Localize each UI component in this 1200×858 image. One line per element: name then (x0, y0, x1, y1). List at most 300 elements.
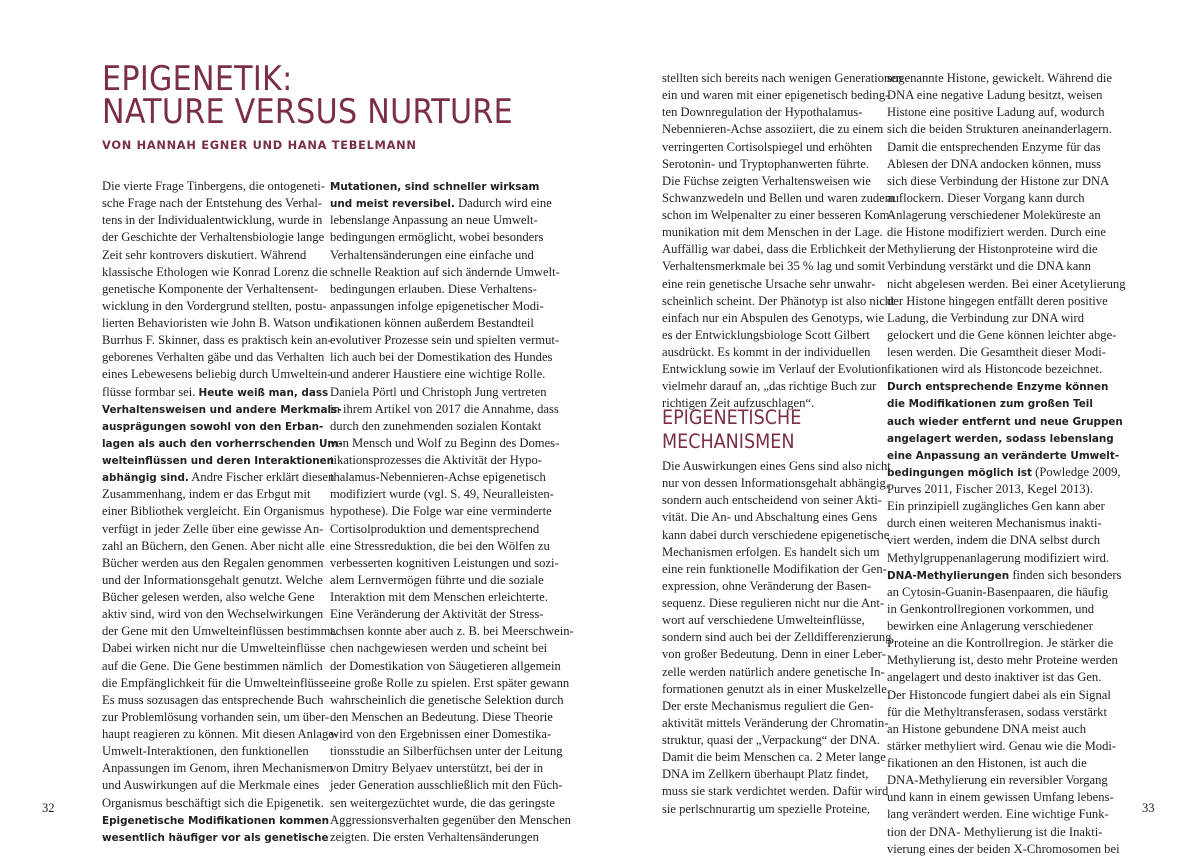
text-segment: Die Füchse zeigten Verhaltensweisen wie (662, 173, 871, 188)
text-line (102, 640, 344, 657)
text-segment: Der erste Mechanismus reguliert die Gen- (662, 698, 874, 713)
text-line (330, 503, 572, 520)
bold-text-segment: abhängig sind. (102, 472, 189, 485)
text-line (662, 578, 904, 595)
text-line (330, 521, 572, 538)
text-segment: an Histone gebundene DNA meist auch (887, 721, 1087, 736)
title-line-2: NATURE VERSUS NURTURE (102, 92, 513, 131)
text-segment: Burrhus F. Skinner, dass es praktisch kein an- (102, 333, 332, 348)
text-segment: chen nachgewiesen werden und scheint bei (330, 641, 548, 656)
text-segment: alem Lernvermögen führte und die soziale (330, 572, 544, 587)
text-line (887, 481, 1129, 498)
section-heading (662, 406, 801, 453)
text-line (102, 829, 344, 846)
text-segment: tionsstudie an Silberfüchsen unter der Leitung (330, 744, 563, 759)
text-segment: thalamus-Nebennieren-Achse epigenetisch (330, 470, 546, 485)
text-segment: sondern auch entscheidend von seiner Akti- (662, 493, 882, 508)
text-segment: in ihrem Artikel von 2017 die Annahme, dass (330, 401, 559, 416)
text-line (102, 264, 344, 281)
text-line (662, 766, 904, 783)
text-segment: tion der DNA- Methylierung ist die Inakti- (887, 824, 1103, 839)
text-line (102, 384, 344, 401)
text-segment: klassische Ethologen wie Konrad Lorenz die (102, 264, 328, 279)
text-column-3-bottom (662, 458, 904, 818)
text-segment: zahl an Büchern, den Genen. Aber nicht alle (102, 538, 325, 553)
text-line (887, 618, 1129, 635)
text-segment: und kann in einem gewissen Umfang lebens- (887, 790, 1114, 805)
text-column-4 (887, 70, 1129, 858)
text-line (330, 675, 572, 692)
text-segment: aktivität mittels Veränderung der Chromatin- (662, 715, 889, 730)
text-line (102, 247, 344, 264)
text-line (887, 687, 1129, 704)
text-line (887, 293, 1129, 310)
text-line (330, 469, 572, 486)
text-segment: eine Stressreduktion, die bei den Wölfen zu (330, 538, 550, 553)
article-title (102, 59, 513, 131)
text-line (102, 212, 344, 229)
text-line (887, 104, 1129, 121)
text-segment: muss sie stark verdichtet werden. Dafür wird (662, 784, 889, 799)
text-line (662, 612, 904, 629)
text-line (887, 327, 1129, 344)
text-line (662, 344, 904, 361)
text-line (887, 601, 1129, 618)
text-segment: Ablesen der DNA andocken können, muss (887, 156, 1102, 171)
text-line (102, 795, 344, 812)
text-line (662, 527, 904, 544)
text-line (330, 795, 572, 812)
text-segment: Dadurch wird eine (454, 196, 552, 211)
text-segment: sie perlschnurartig um spezielle Proteine, (662, 801, 871, 816)
text-line (102, 281, 344, 298)
text-segment: in Genkontrollregionen vorkommen, und (887, 601, 1095, 616)
text-line (662, 121, 904, 138)
text-line (887, 344, 1129, 361)
text-segment: modifiziert wurde (vgl. S. 49, Neuralleisten- (330, 487, 554, 502)
text-segment: zelle werden natürlich andere genetische In- (662, 664, 885, 679)
text-line (662, 544, 904, 561)
text-segment: Ladung, die Verbindung zur DNA wird (887, 310, 1085, 325)
text-segment: eines Lebewesens beliebig durch Umweltein- (102, 367, 332, 382)
text-line (330, 658, 572, 675)
text-line (662, 207, 904, 224)
text-segment: Anlagerung verschiedener Moleküreste an (887, 208, 1101, 222)
text-segment: sche Frage nach der Entstehung des Verhal- (102, 196, 323, 211)
text-segment: Damit die beim Menschen ca. 2 Meter lange (662, 750, 886, 765)
text-segment: kann dabei durch verschiedene epigenetische (662, 527, 890, 542)
text-line (330, 435, 572, 452)
text-line (662, 595, 904, 612)
text-line (887, 139, 1129, 156)
text-segment: der Histone hingegen entfällt deren positive (887, 293, 1108, 308)
text-segment: Auffällig war dabei, dass die Erblichkeit der (662, 242, 886, 257)
article-authors: VON HANNAH EGNER UND HANA TEBELMANN (102, 138, 417, 152)
text-line (887, 806, 1129, 823)
text-segment: tikationsprozesses die Aktivität der Hypo- (330, 453, 542, 467)
text-segment: einer Bibliothek vergleicht. Ein Organismus (102, 504, 325, 519)
text-line (102, 486, 344, 503)
text-line (330, 178, 572, 195)
text-line (102, 229, 344, 246)
text-line (330, 384, 572, 401)
text-line (662, 646, 904, 663)
text-segment: wort auf verschiedene Umwelteinflüsse, (662, 613, 865, 628)
text-line (887, 413, 1129, 430)
text-line (662, 276, 904, 293)
text-segment: Dabei wirken nicht nur die Umwelteinflüsse (102, 641, 326, 656)
text-segment: Die Auswirkungen eines Gens sind also nicht (662, 459, 891, 473)
text-line (330, 538, 572, 555)
text-segment: geborenes Verhalten gäbe und das Verhalten (102, 350, 325, 365)
text-line (887, 156, 1129, 173)
text-line (330, 212, 572, 229)
text-segment: Ein prinzipiell zugängliches Gen kann aber (887, 499, 1105, 514)
bold-text-segment: angelagert werden, sodass lebenslang (887, 432, 1114, 445)
bold-text-segment: eine Anpassung an veränderte Umwelt- (887, 449, 1120, 462)
bold-text-segment: ausprägungen sowohl von den Erban- (102, 420, 324, 433)
text-line (887, 550, 1129, 567)
text-segment: lierten Behavioristen wie John B. Watson und (102, 316, 333, 330)
text-line (330, 247, 572, 264)
text-line (662, 664, 904, 681)
text-line (662, 698, 904, 715)
text-segment: schon im Welpenalter zu einer besseren Kom- (662, 208, 894, 222)
text-segment: Bücher werden aus den Regalen genommen (102, 555, 324, 570)
text-line (102, 709, 344, 726)
text-segment: Entwicklung sowie im Verlauf der Evolution (662, 362, 888, 377)
bold-text-segment: Heute weiß man, dass (198, 386, 329, 399)
text-line (662, 173, 904, 190)
text-line (887, 498, 1129, 515)
text-line (102, 760, 344, 777)
text-line (102, 623, 344, 640)
text-segment: angelagert und desto inaktiver ist das Gen. (887, 670, 1102, 685)
text-segment: Methylgruppenanlagerung modifiziert wird. (887, 550, 1110, 565)
text-line (662, 629, 904, 646)
text-line (662, 732, 904, 749)
bold-text-segment: Verhaltensweisen und andere Merkmals- (102, 403, 342, 416)
text-line (887, 824, 1129, 841)
text-segment: von Mensch und Wolf zu Beginn des Domes- (330, 435, 560, 450)
text-segment: stärker methyliert wird. Genau wie die Modi- (887, 738, 1117, 753)
text-line (102, 298, 344, 315)
text-line (887, 704, 1129, 721)
text-column-3-top (662, 70, 904, 413)
text-segment: Interaktion mit dem Menschen erleichterte. (330, 590, 548, 604)
text-line (887, 567, 1129, 584)
text-segment: wicklung in den Vordergrund stellten, postu- (102, 298, 327, 313)
text-line (330, 623, 572, 640)
text-line (330, 418, 572, 435)
text-line (662, 378, 904, 395)
text-line (102, 401, 344, 418)
text-line (330, 589, 572, 606)
bold-text-segment: und meist reversibel. (330, 198, 455, 211)
text-line (102, 606, 344, 623)
text-segment: anpassungen infolge epigenetischer Modi- (330, 298, 544, 313)
bold-text-segment: Epigenetische Modifikationen kommen (102, 814, 330, 827)
text-line (330, 366, 572, 383)
text-line (887, 87, 1129, 104)
text-segment: nur von dessen Informationsgehalt abhängig, (662, 476, 889, 491)
text-line (887, 738, 1129, 755)
text-line (887, 258, 1129, 275)
text-segment: durch den zunehmenden sozialen Kontakt (330, 418, 542, 433)
text-segment: verbesserten kognitiven Leistungen und sozi- (330, 555, 559, 570)
text-segment: eine große Rolle zu spielen. Erst später gewann (330, 675, 570, 690)
text-line (887, 190, 1129, 207)
text-segment: formationen genutzt als in einer Muskelzelle. (662, 681, 891, 696)
text-line (887, 70, 1129, 87)
text-line (330, 777, 572, 794)
text-line (887, 669, 1129, 686)
text-line (102, 349, 344, 366)
text-line (662, 561, 904, 578)
text-segment: Purves 2011, Fischer 2013, Kegel 2013). (887, 482, 1093, 496)
section-heading-line-2: MECHANISMEN (662, 429, 795, 453)
text-line (887, 276, 1129, 293)
text-segment: Serotonin- und Tryptophanwerten führte. (662, 156, 870, 171)
text-line (330, 195, 572, 212)
bold-text-segment: DNA-Methylierungen (887, 569, 1010, 582)
text-line (330, 640, 572, 657)
text-segment: sich diese Verbindung der Histone zur DNA (887, 173, 1110, 188)
text-segment: wahrscheinlich die genetische Selektion durch (330, 692, 564, 707)
text-line (102, 675, 344, 692)
text-segment: Der Histoncode fungiert dabei als ein Signal (887, 687, 1111, 702)
text-line (102, 538, 344, 555)
text-line (662, 458, 904, 475)
text-segment: für die Methyltransferasen, sodass verstärkt (887, 704, 1107, 719)
text-line (102, 726, 344, 743)
bold-text-segment: Mutationen, sind schneller wirksam (330, 181, 540, 193)
text-segment: eine rein funktionelle Modifikation der Gen- (662, 561, 887, 576)
text-segment: (Powledge 2009, (1032, 464, 1121, 479)
text-segment: evolutiver Prozesse sein und spielten vermut- (330, 333, 560, 348)
text-segment: Methylierung ist, desto mehr Proteine werden (887, 653, 1118, 668)
text-line (662, 87, 904, 104)
text-line (102, 178, 344, 195)
text-line (330, 743, 572, 760)
text-line (662, 681, 904, 698)
text-segment: verringerten Cortisolspiegel und erhöhten (662, 139, 873, 154)
text-line (662, 156, 904, 173)
text-segment: Organismus beschäftigt sich die Epigenetik. (102, 795, 324, 810)
text-line (662, 492, 904, 509)
text-line (887, 241, 1129, 258)
text-line (330, 229, 572, 246)
text-line (662, 475, 904, 492)
text-segment: und Auswirkungen auf die Merkmale eines (102, 778, 320, 793)
text-segment: sogenannte Histone, gewickelt. Während die (887, 71, 1112, 85)
text-line (887, 464, 1129, 481)
text-segment: die Empfänglichkeit für die Umwelteinflüsse. (102, 675, 333, 690)
text-segment: Eine Veränderung der Aktivität der Stress- (330, 607, 544, 622)
text-line (662, 310, 904, 327)
text-segment: DNA im Zellkern überhaupt Platz findet, (662, 767, 869, 782)
text-line (887, 584, 1129, 601)
text-segment: vielmehr darauf an, „das richtige Buch zur (662, 379, 877, 394)
text-line (887, 755, 1129, 772)
text-line (662, 224, 904, 241)
text-segment: aktiv sind, wird von den Wechselwirkungen (102, 607, 324, 622)
text-line (887, 378, 1129, 395)
text-segment: sequenz. Diese regulieren nicht nur die Ant- (662, 596, 885, 610)
text-line (102, 658, 344, 675)
text-line (662, 361, 904, 378)
text-segment: und der Informationsgehalt genutzt. Welche (102, 572, 323, 587)
text-segment: Daniela Pörtl und Christoph Jung vertreten (330, 384, 547, 399)
bold-text-segment: auch wieder entfernt und neue Gruppen (887, 415, 1123, 428)
text-segment: Verhaltensmerkmale bei 35 % lag und somit (662, 259, 886, 274)
text-segment: einfach nur ein Abspulen des Genotyps, wie (662, 310, 885, 325)
text-segment: achsen konnte aber auch z. B. bei Meerschwein- (330, 624, 574, 639)
text-segment: bewirken eine Anlagerung verschiedener (887, 619, 1093, 633)
text-line (102, 469, 344, 486)
bold-text-segment: die Modifikationen zum großen Teil (887, 398, 1093, 411)
text-line (102, 589, 344, 606)
text-line (102, 435, 344, 452)
text-segment: bedingungen ermöglicht, wobei besonders (330, 230, 544, 245)
text-line (330, 315, 572, 332)
text-segment: wird von den Ergebnissen einer Domestika- (330, 727, 552, 741)
text-line (330, 606, 572, 623)
text-segment: stellten sich bereits nach wenigen Generationen (662, 71, 903, 85)
text-line (662, 258, 904, 275)
text-line (102, 195, 344, 212)
text-segment: fikationen wird als Histoncode bezeichnet. (887, 362, 1103, 377)
text-line (662, 715, 904, 732)
text-segment: jeder Generation ausschließlich mit den Füch- (330, 778, 563, 793)
text-column-1 (102, 178, 344, 846)
text-segment: munikation mit dem Menschen in der Lage. (662, 225, 883, 240)
text-line (102, 315, 344, 332)
text-segment: genetische Komponente der Verhaltensent- (102, 281, 319, 296)
text-line (102, 418, 344, 435)
text-line (102, 366, 344, 383)
text-segment: verfügt in jeder Zelle über eine gewisse An- (102, 521, 324, 536)
text-line (102, 521, 344, 538)
text-line (102, 332, 344, 349)
text-segment: der Domestikation von Säugetieren allgemein (330, 658, 561, 673)
text-segment: sich die beiden Strukturen aneinanderlagern. (887, 122, 1112, 137)
text-segment: Aggressionsverhalten gegenüber den Menschen (330, 812, 571, 827)
text-line (102, 452, 344, 469)
text-line (662, 783, 904, 800)
text-segment: Verhaltensänderungen eine einfache und (330, 247, 534, 262)
text-line (887, 635, 1129, 652)
text-segment: finden sich besonders (1009, 567, 1122, 582)
text-segment: sen weitergezüchtet wurde, die das geringste (330, 795, 555, 810)
text-segment: fikationen können außerdem Bestandteil (330, 316, 534, 330)
text-line (887, 121, 1129, 138)
text-segment: Mechanismen erfolgen. Es handelt sich um (662, 544, 880, 559)
text-line (887, 207, 1129, 224)
text-segment: lich auch bei der Domestikation des Hundes (330, 350, 553, 365)
text-segment: zur Problemlösung vorhanden sein, um über- (102, 709, 330, 724)
text-segment: Es muss sozusagen das entsprechende Buch (102, 692, 324, 707)
text-line (330, 709, 572, 726)
text-line (662, 190, 904, 207)
text-line (330, 486, 572, 503)
text-segment: Bücher gelesen werden, also welche Gene (102, 590, 315, 604)
bold-text-segment: bedingungen möglich ist (887, 466, 1033, 479)
text-line (330, 452, 572, 469)
text-line (887, 532, 1129, 549)
text-segment: Schwanzwedeln und Bellen und waren zudem (662, 190, 895, 205)
bold-text-segment: Durch entsprechende Enzyme können (887, 381, 1109, 394)
text-segment: Cortisolproduktion und dementsprechend (330, 521, 540, 536)
text-segment: an Cytosin-Guanin-Basenpaaren, die häufig (887, 584, 1109, 599)
text-segment: eine rein genetische Ursache sehr unwahr- (662, 276, 876, 291)
text-segment: fikationen an den Histonen, ist auch die (887, 756, 1087, 770)
text-segment: auflockern. Dieser Vorgang kann durch (887, 190, 1085, 205)
text-line (330, 726, 572, 743)
text-segment: der Gene mit den Umwelteinflüssen bestimmt. (102, 624, 338, 639)
text-segment: hypothese). Die Folge war eine verminderte (330, 504, 552, 519)
text-segment: Proteine an die Kontrollregion. Je stärker die (887, 636, 1114, 651)
text-line (330, 829, 572, 846)
text-line (662, 327, 904, 344)
text-segment: Umwelt-Interaktionen, den funktionellen (102, 744, 309, 759)
text-line (662, 749, 904, 766)
text-line (330, 572, 572, 589)
text-segment: struktur, quasi der „Verpackung“ der DNA. (662, 733, 881, 747)
text-line (102, 503, 344, 520)
text-segment: Damit die entsprechenden Enzyme für das (887, 139, 1101, 154)
text-segment: Methylierung der Histonproteine wird die (887, 242, 1098, 257)
page-number-right: 33 (1142, 801, 1155, 815)
bold-text-segment: welteinflüssen und deren Interaktionen (102, 455, 335, 467)
text-segment: Nebennieren-Achse assoziiert, die zu einem (662, 122, 884, 137)
text-line (887, 652, 1129, 669)
text-segment: expression, ohne Veränderung der Basen- (662, 578, 872, 593)
bold-text-segment: lagen als auch den vorherrschenden Um- (102, 437, 343, 450)
bold-text-segment: wesentlich häufiger vor als genetische (102, 831, 329, 844)
text-segment: haupt reagieren zu können. Mit diesen Anlage- (102, 727, 339, 741)
text-line (662, 104, 904, 121)
text-segment: lang verändert werden. Eine wichtige Funk- (887, 807, 1109, 822)
text-line (662, 70, 904, 87)
text-segment: und anderer Haustiere eine wichtige Rolle. (330, 367, 546, 382)
text-segment: Anpassungen im Genom, ihren Mechanismen (102, 761, 333, 776)
text-line (662, 139, 904, 156)
text-line (662, 509, 904, 526)
text-column-2 (330, 178, 572, 846)
text-segment: flüsse formbar sei. (102, 384, 199, 399)
text-line (662, 293, 904, 310)
page-number-left: 32 (42, 801, 55, 815)
text-segment: Andre Fischer erklärt diesen (188, 470, 335, 485)
text-segment: Histone eine positive Ladung auf, wodurch (887, 105, 1105, 120)
text-segment: durch einen weiteren Mechanismus inakti- (887, 516, 1102, 531)
text-line (102, 555, 344, 572)
text-segment: den Menschen an Bedeutung. Diese Theorie (330, 709, 553, 724)
text-segment: von Dmitry Belyaev unterstützt, bei der in (330, 761, 543, 776)
text-segment: lebenslange Anpassung an neue Umwelt- (330, 213, 538, 228)
text-segment: schnelle Reaktion auf sich ändernde Umwelt- (330, 264, 560, 279)
text-line (102, 572, 344, 589)
text-line (330, 332, 572, 349)
text-line (330, 401, 572, 418)
text-line (330, 349, 572, 366)
text-line (330, 264, 572, 281)
text-segment: DNA eine negative Ladung besitzt, weisen (887, 88, 1103, 103)
text-line (102, 777, 344, 794)
text-line (662, 241, 904, 258)
text-line (887, 789, 1129, 806)
